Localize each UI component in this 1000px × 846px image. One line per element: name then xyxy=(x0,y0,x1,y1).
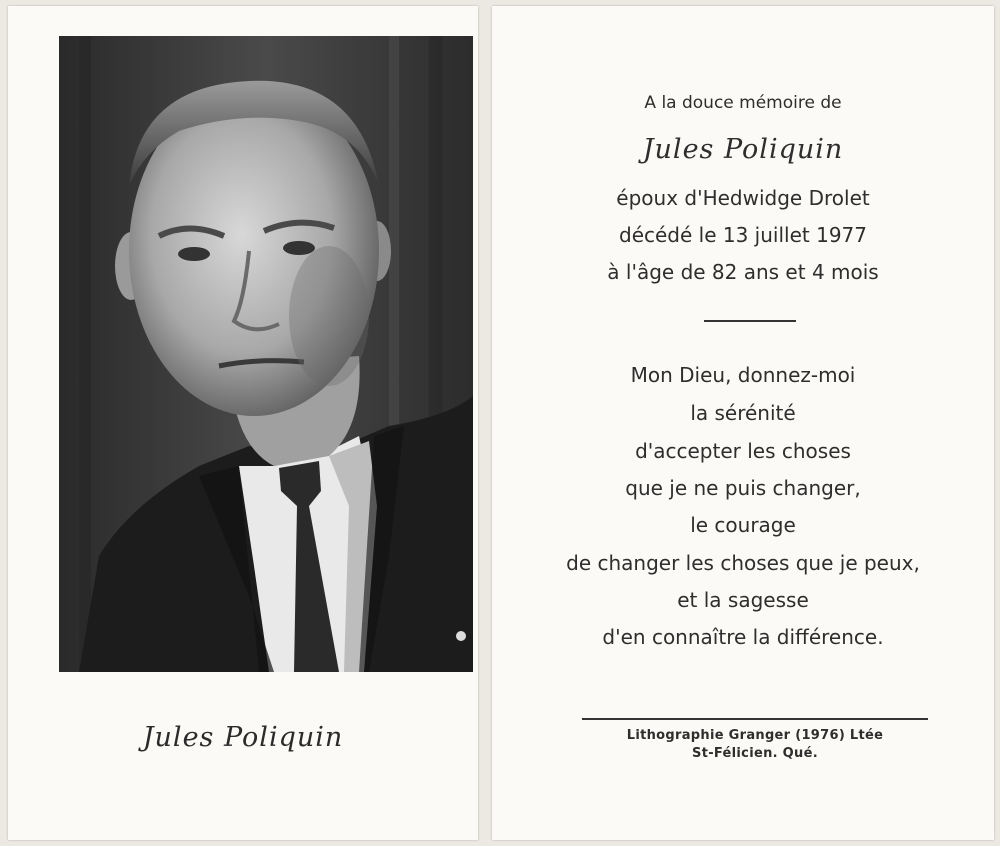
name-signature: Jules Poliquin xyxy=(142,722,344,753)
spouse-line: époux d'Hedwidge Drolet xyxy=(616,186,870,210)
photo-card xyxy=(8,6,478,840)
memorial-intro: A la douce mémoire de xyxy=(644,93,842,113)
deceased-name: Jules Poliquin xyxy=(642,134,844,165)
death-date-line: décédé le 13 juillet 1977 xyxy=(619,223,867,247)
prayer-line: la sérénité xyxy=(690,401,796,425)
prayer-line: et la sagesse xyxy=(677,588,809,612)
prayer-line: de changer les choses que je peux, xyxy=(566,551,920,575)
portrait-photo xyxy=(59,36,473,672)
prayer-line: Mon Dieu, donnez-moi xyxy=(630,363,856,387)
printer-location: St-Félicien. Qué. xyxy=(692,746,818,761)
prayer-line: que je ne puis changer, xyxy=(625,476,861,500)
prayer-line: d'accepter les choses xyxy=(635,439,851,463)
printer-name: Lithographie Granger (1976) Ltée xyxy=(626,728,884,743)
long-divider xyxy=(582,718,928,720)
short-divider xyxy=(704,320,796,322)
prayer-line: d'en connaître la différence. xyxy=(602,625,884,649)
age-line: à l'âge de 82 ans et 4 mois xyxy=(607,260,879,284)
text-card xyxy=(492,6,994,840)
prayer-line: le courage xyxy=(690,513,796,537)
portrait-image xyxy=(59,36,473,672)
